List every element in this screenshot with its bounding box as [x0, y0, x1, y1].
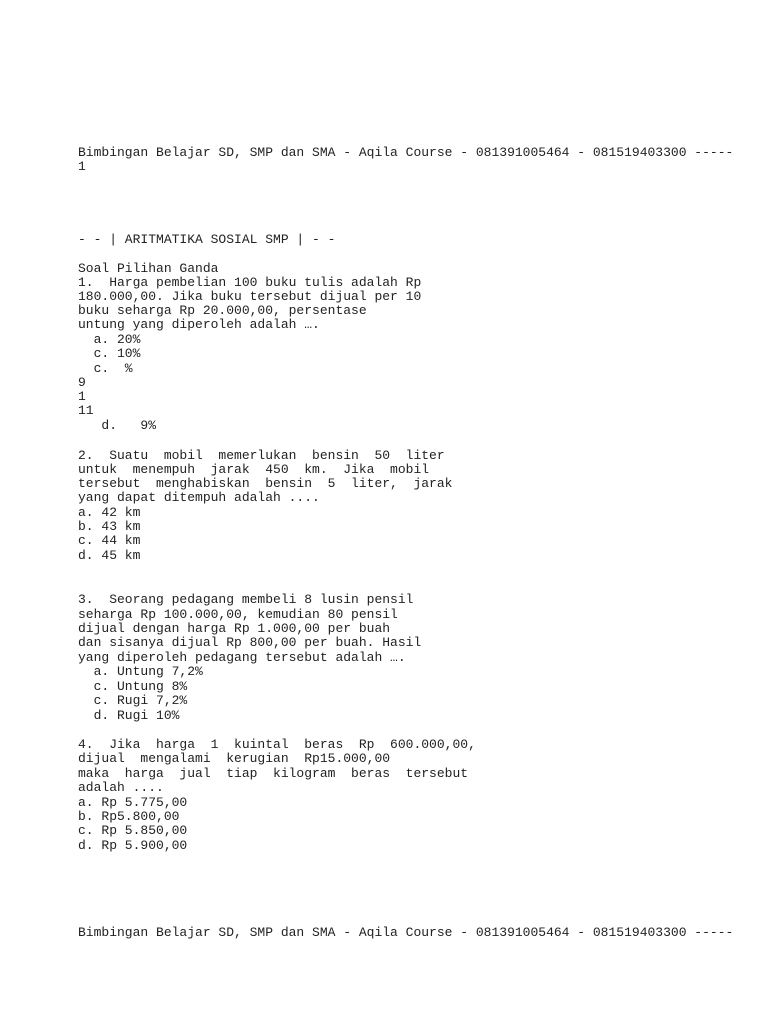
question-2-line-1: 2. Suatu mobil memerlukan bensin 50 liter — [78, 448, 445, 463]
question-3-line-4: dan sisanya dijual Rp 800,00 per buah. Hasil — [78, 635, 422, 650]
question-2-line-4: yang dapat ditempuh adalah .... — [78, 490, 320, 505]
question-2-line-3: tersebut menghabiskan bensin 5 liter, jarak — [78, 476, 453, 491]
question-3-option-d: d. Rugi 10% — [78, 708, 180, 723]
question-3-line-5: yang diperoleh pedagang tersebut adalah …. — [78, 650, 406, 665]
question-4-line-1: 4. Jika harga 1 kuintal beras Rp 600.000,00, — [78, 737, 476, 752]
question-4-line-3: maka harga jual tiap kilogram beras tersebut — [78, 766, 469, 781]
question-2-line-2: untuk menempuh jarak 450 km. Jika mobil — [78, 462, 430, 477]
question-4-option-b: b. Rp5.800,00 — [78, 809, 180, 824]
section-title: - - | ARITMATIKA SOSIAL SMP | - - — [78, 232, 336, 247]
question-1-fraction-denominator: 11 — [78, 403, 94, 418]
question-3-line-2: seharga Rp 100.000,00, kemudian 80 pensil — [78, 607, 398, 622]
question-4-option-c: c. Rp 5.850,00 — [78, 823, 188, 838]
question-1-fraction-numerator: 9 — [78, 375, 86, 390]
question-3-line-3: dijual dengan harga Rp 1.000,00 per buah — [78, 621, 391, 636]
question-4-option-d: d. Rp 5.900,00 — [78, 838, 188, 853]
question-2-option-a: a. 42 km — [78, 505, 141, 520]
question-1-line-4: untung yang diperoleh adalah …. — [78, 317, 320, 332]
question-1-option-a: a. 20% — [78, 332, 141, 347]
question-1-option-c: c. 10% — [78, 346, 141, 361]
page-footer: Bimbingan Belajar SD, SMP dan SMA - Aqila Course - 081391005464 - 081519403300 ----- — [78, 925, 734, 940]
question-2-option-b: b. 43 km — [78, 519, 141, 534]
question-2-option-d: d. 45 km — [78, 548, 141, 563]
question-1-line-3: buku seharga Rp 20.000,00, persentase — [78, 303, 367, 318]
section-subtitle: Soal Pilihan Ganda — [78, 261, 219, 276]
question-4-option-a: a. Rp 5.775,00 — [78, 795, 188, 810]
question-2-option-c: c. 44 km — [78, 533, 141, 548]
question-3-option-a: a. Untung 7,2% — [78, 664, 203, 679]
question-3-option-c: c. Untung 8% — [78, 679, 188, 694]
page-header: Bimbingan Belajar SD, SMP dan SMA - Aqila Course - 081391005464 - 081519403300 ----- — [78, 145, 734, 160]
question-1-fraction-mid: 1 — [78, 389, 86, 404]
page-number: 1 — [78, 159, 86, 174]
question-1-line-2: 180.000,00. Jika buku tersebut dijual per 10 — [78, 289, 422, 304]
question-4-line-2: dijual mengalami kerugian Rp15.000,00 — [78, 751, 391, 766]
question-3-option-c2: c. Rugi 7,2% — [78, 693, 188, 708]
question-1-line-1: 1. Harga pembelian 100 buku tulis adalah Rp — [78, 275, 422, 290]
question-4-line-4: adalah .... — [78, 780, 164, 795]
question-3-line-1: 3. Seorang pedagang membeli 8 lusin pensil — [78, 592, 414, 607]
question-1-option-c2: c. % — [78, 361, 133, 376]
question-1-option-d: d. 9% — [78, 418, 157, 433]
